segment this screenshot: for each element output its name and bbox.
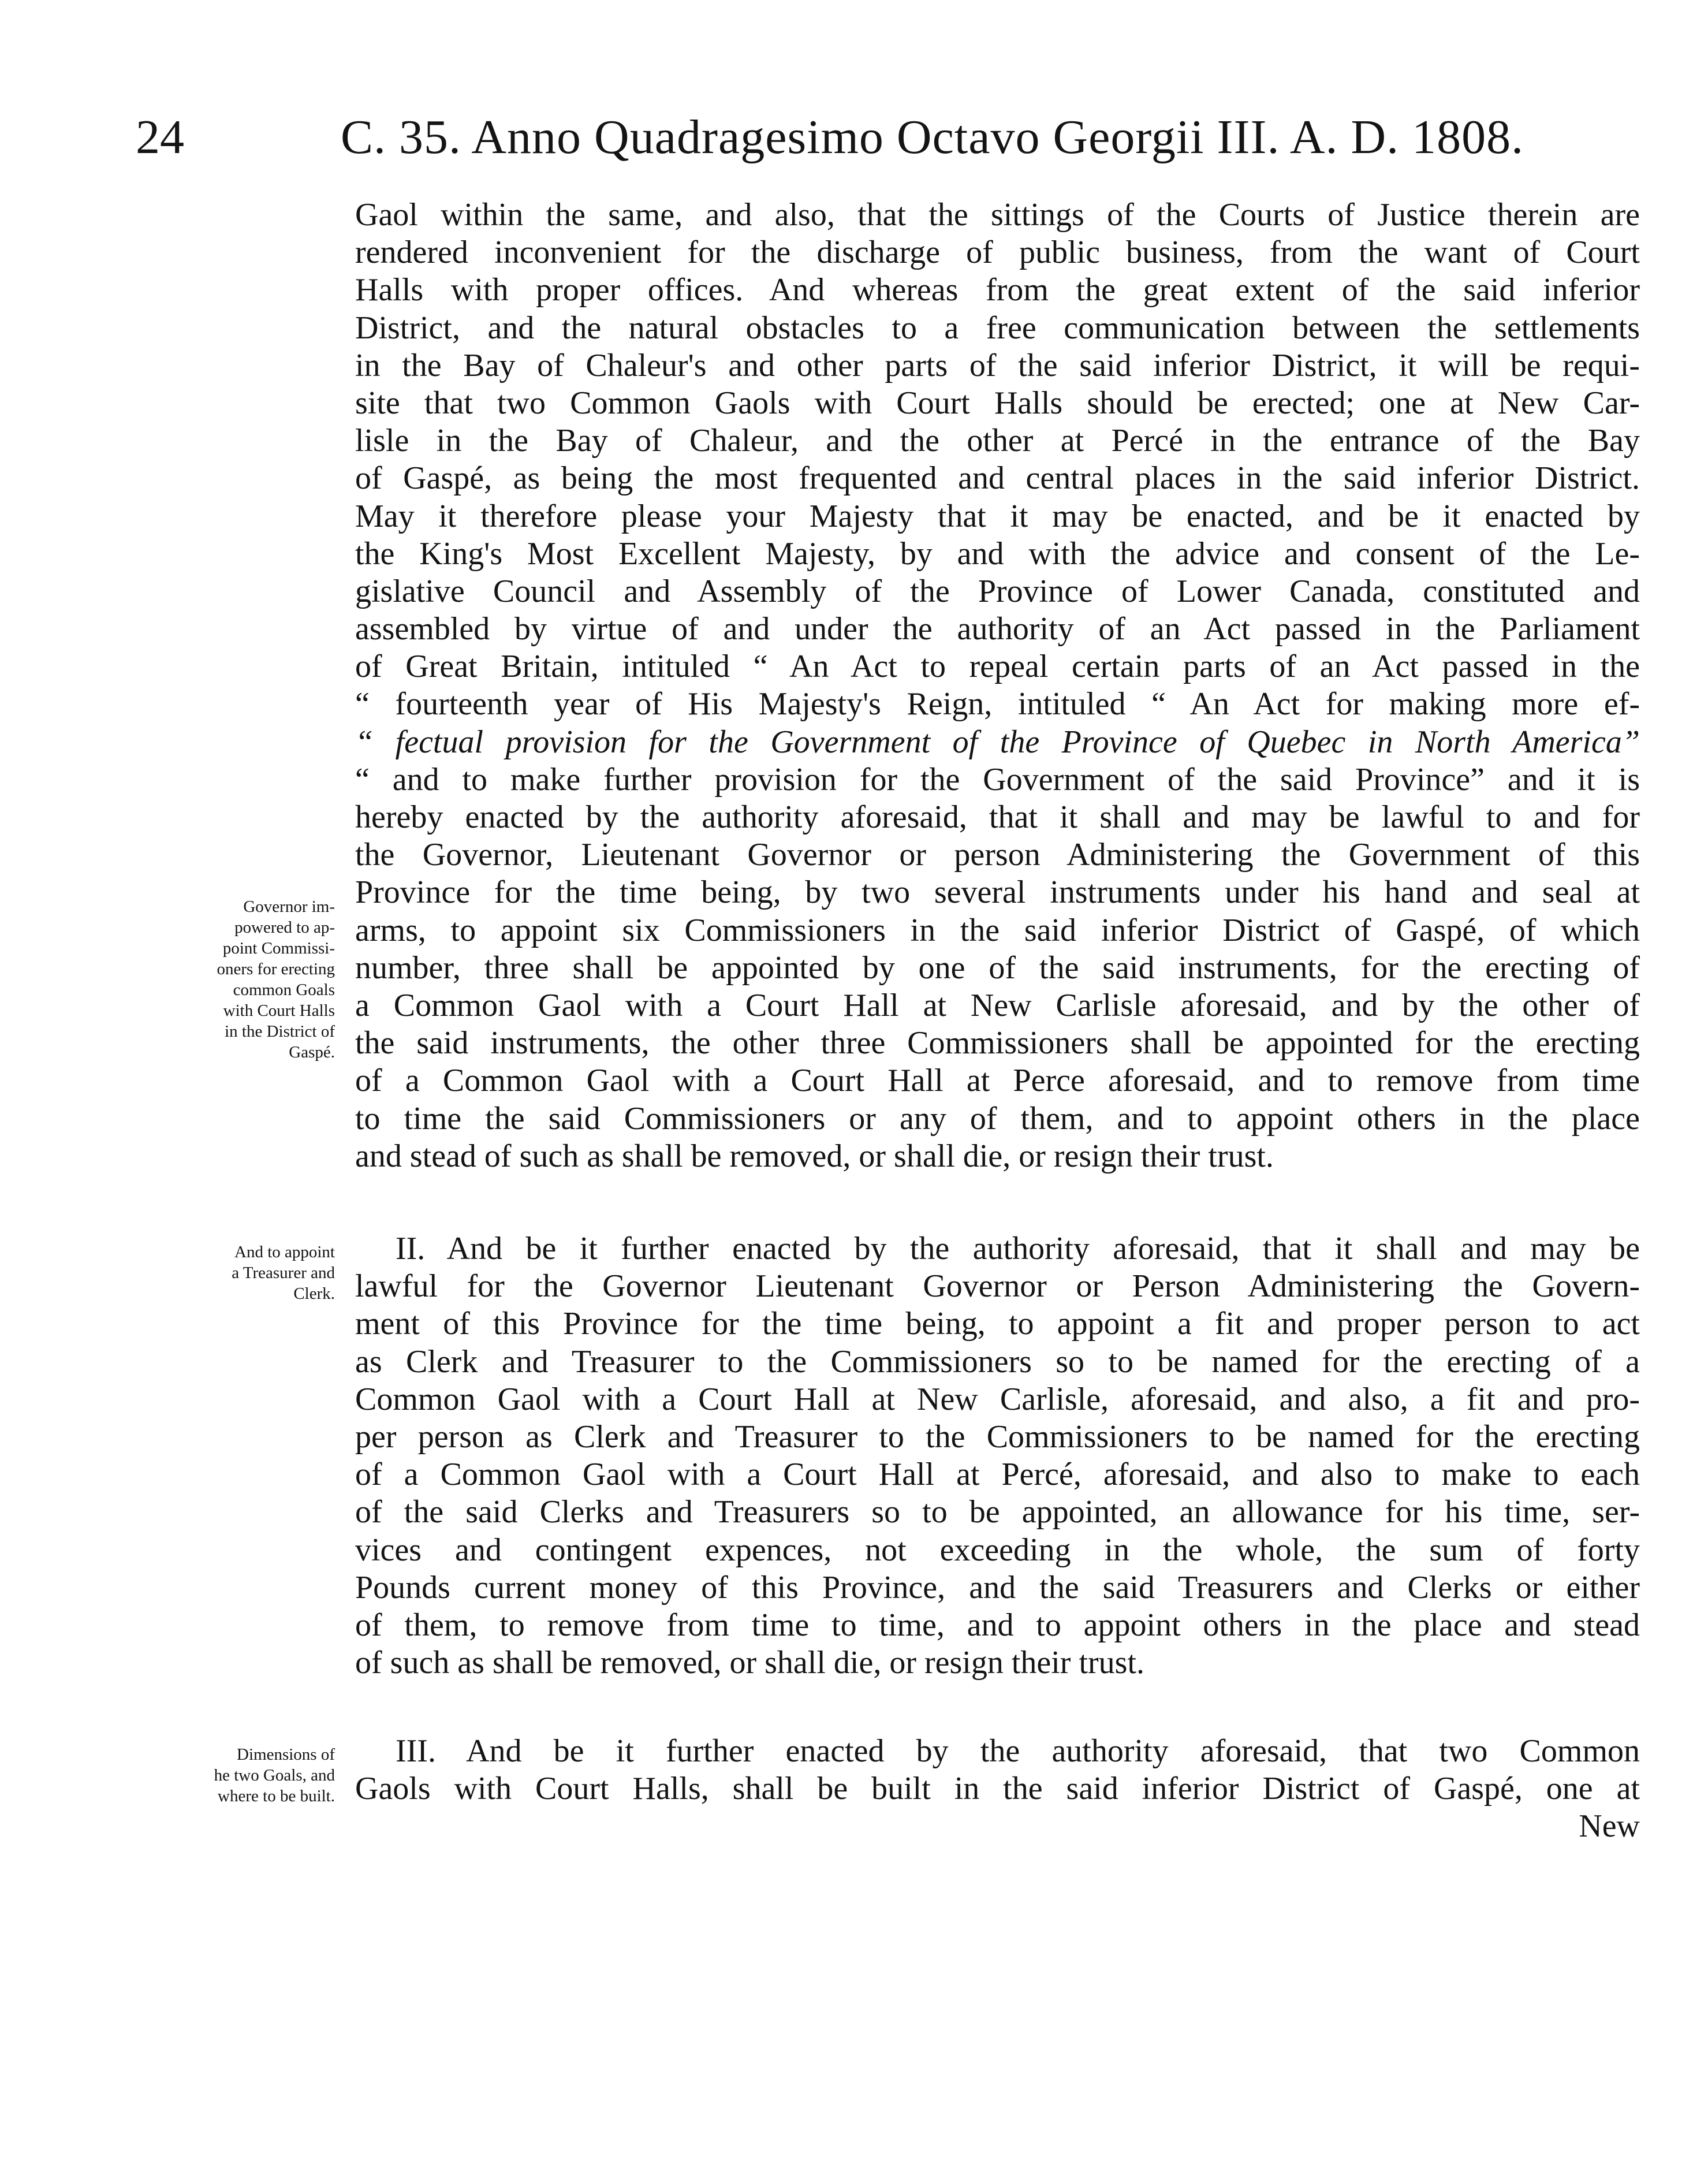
text-line: “ and to make further provision for the Government of the said Province” and it is [355,761,1640,798]
text-line: Gaol within the same, and also, that the sittings of the Courts of Justice therein are [355,197,1640,233]
text-line: Pounds current money of this Province, and the said Treasurers and Clerks or either [355,1569,1640,1606]
text-line: lawful for the Governor Lieutenant Governor or Person Administering the Govern- [355,1268,1640,1305]
text-line: the said instruments, the other three Commissioners shall be appointed for the erecting [355,1025,1640,1061]
text-line: of such as shall be removed, or shall die, or resign their trust. [355,1645,1144,1681]
paragraph-section-2 [355,1230,1640,1682]
text-line: rendered inconvenient for the discharge of public business, from the want of Court [355,234,1640,271]
paragraph-preamble-and-section-1 [355,196,1640,1175]
text-line: a Common Gaol with a Court Hall at New Carlisle aforesaid, and by the other of [355,987,1640,1023]
note-line: Dimensions of [237,1745,335,1764]
note-line: Gaspé. [289,1043,335,1061]
text-line: in the Bay of Chaleur's and other parts of the said inferior District, it will be requi- [355,347,1640,383]
note-line: he two Goals, and [214,1766,335,1785]
marginal-note-commissioners [151,896,335,1063]
text-line: of a Common Gaol with a Court Hall at Percé, aforesaid, and also to make to each [355,1457,1640,1493]
text-line: ment of this Province for the time being, to appoint a fit and proper person to act [355,1306,1640,1342]
note-line: And to appoint [234,1243,335,1261]
note-line: where to be built. [218,1787,335,1805]
note-line: powered to ap- [234,918,335,937]
running-header [0,103,1708,172]
text-line: “ fectual provision for the Government of the Province of Quebec in North America” [355,724,1640,760]
text-line: and stead of such as shall be removed, or shall die, or resign their trust. [355,1138,1274,1174]
text-line: hereby enacted by the authority aforesaid, that it shall and may be lawful to and for [355,799,1640,835]
note-line: in the District of [225,1022,335,1041]
note-line: common Goals [233,981,335,999]
catchword: New [1579,1808,1640,1845]
page-number: 24 [136,110,184,164]
note-line: Clerk. [293,1284,335,1303]
text-line: site that two Common Gaols with Court Halls should be erected; one at New Car- [355,385,1640,421]
marginal-note-dimensions [151,1744,335,1807]
note-line: with Court Halls [223,1001,335,1020]
text-line: of a Common Gaol with a Court Hall at Perce aforesaid, and to remove from time [355,1063,1640,1099]
text-line: Province for the time being, by two several instruments under his hand and seal at [355,874,1640,911]
note-line: oners for erecting [217,960,335,978]
text-line: “ fourteenth year of His Majesty's Reign, intituled “ An Act for making more ef- [355,686,1640,722]
text-line: Gaols with Court Halls, shall be built in the said inferior District of Gaspé, one at [355,1771,1640,1807]
text-line: number, three shall be appointed by one of the said instruments, for the erecting of [355,949,1640,986]
note-line: point Commissi- [222,939,335,958]
running-title: C. 35. Anno Quadragesimo Octavo Georgii III. A. D. 1808. [341,110,1524,164]
note-line: Governor im- [243,897,335,916]
text-line: gislative Council and Assembly of the Province of Lower Canada, constituted and [355,573,1640,609]
text-line: the King's Most Excellent Majesty, by and with the advice and consent of the Le- [355,535,1640,572]
text-line: lisle in the Bay of Chaleur, and the other at Percé in the entrance of the Bay [355,423,1640,459]
paragraph-section-3 [355,1733,1640,1846]
text-line: II. And be it further enacted by the authority aforesaid, that it shall and may be [396,1231,1640,1267]
text-line: of Great Britain, intituled “ An Act to repeal certain parts of an Act passed in the [355,649,1640,685]
text-line: III. And be it further enacted by the authority aforesaid, that two Common [396,1733,1640,1769]
text-line: the Governor, Lieutenant Governor or person Administering the Government of this [355,837,1640,873]
note-line: a Treasurer and [232,1264,335,1282]
text-line: assembled by virtue of and under the authority of an Act passed in the Parliament [355,611,1640,647]
text-line: Halls with proper offices. And whereas from the great extent of the said inferior [355,272,1640,308]
text-line: of the said Clerks and Treasurers so to be appointed, an allowance for his time, ser- [355,1494,1640,1530]
text-line: per person as Clerk and Treasurer to the Commissioners to be named for the erecting [355,1418,1640,1455]
marginal-note-treasurer [151,1242,335,1304]
text-line: vices and contingent expences, not exceeding in the whole, the sum of forty [355,1532,1640,1568]
text-line: District, and the natural obstacles to a free communication between the settlements [355,310,1640,346]
text-line: of Gaspé, as being the most frequented and central places in the said inferior District. [355,460,1640,497]
text-line: arms, to appoint six Commissioners in the said inferior District of Gaspé, of which [355,912,1640,948]
text-line: May it therefore please your Majesty that it may be enacted, and be it enacted by [355,498,1640,534]
text-line: to time the said Commissioners or any of them, and to appoint others in the place [355,1100,1640,1137]
text-line: as Clerk and Treasurer to the Commissioners so to be named for the erecting of a [355,1343,1640,1380]
text-line: of them, to remove from time to time, and to appoint others in the place and stead [355,1607,1640,1643]
text-line: Common Gaol with a Court Hall at New Carlisle, aforesaid, and also, a fit and pro- [355,1381,1640,1417]
